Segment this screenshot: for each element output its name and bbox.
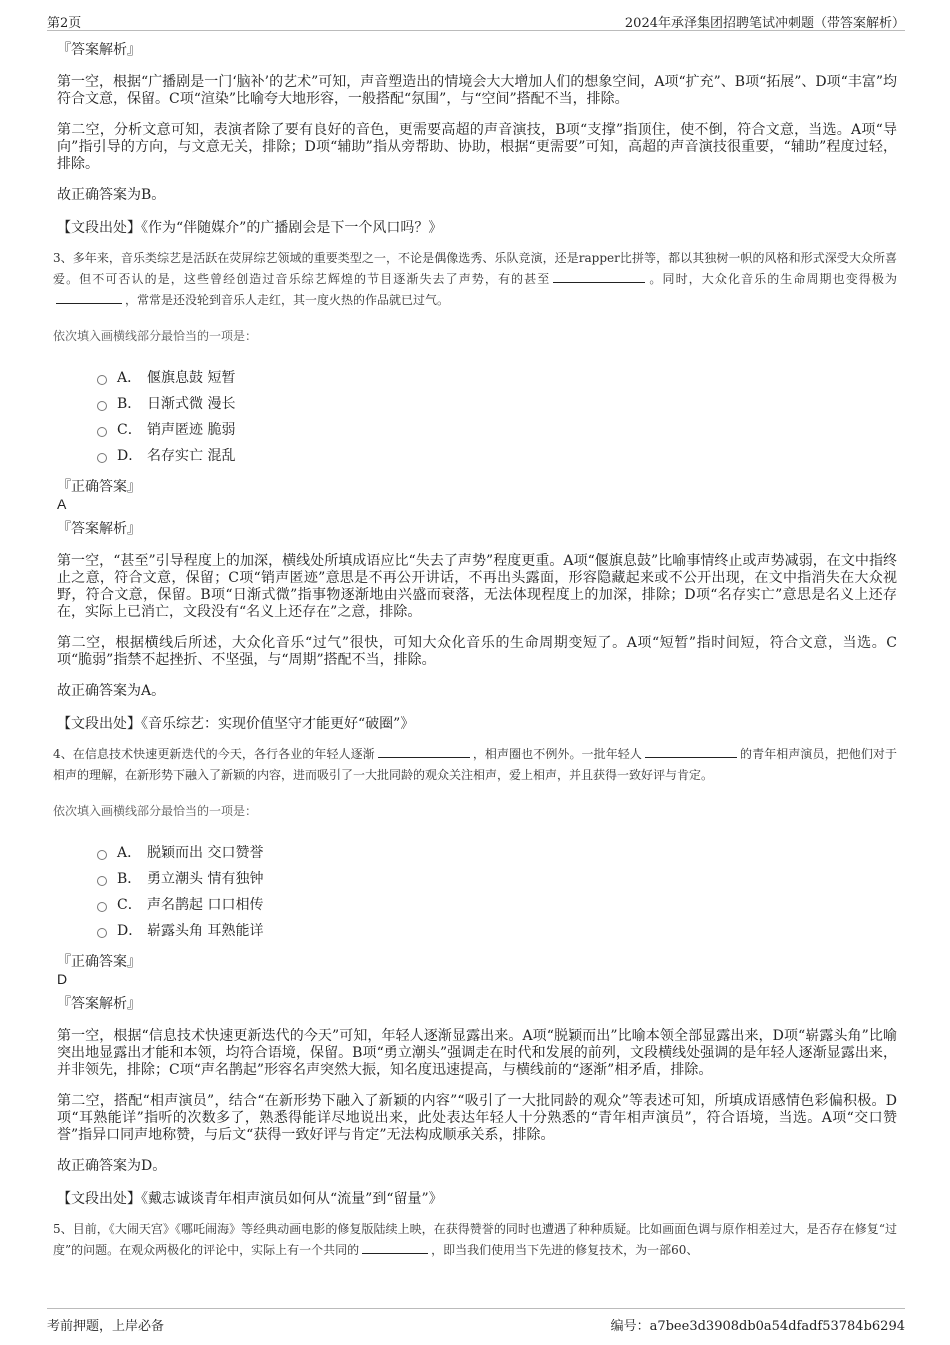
option-c[interactable]: C． 声名鹊起 口口相传 [97, 892, 897, 918]
option-b[interactable]: B． 日渐式微 漫长 [97, 391, 897, 417]
correct-answer-label: 『正确答案』 [57, 479, 141, 495]
radio-icon[interactable] [97, 850, 107, 860]
analysis-paragraph: 第一空，根据“信息技术快速更新迭代的今天”可知，年轻人逐渐显露出来。A项“脱颖而出”比喻本领全部显露出来，D项“崭露头角”比喻突出地显露出才能和本领，均符合语境，保留。B项“勇立潮头”强调走在时代和发展的前列，文段横线处强调的是年轻人逐渐显露出来，并非领先，排除；C项“声名鹊起”形容名声突然大振，知名度迅速提高，与横线前的“逐渐”相矛盾，排除。 [57, 1028, 897, 1078]
answer-conclusion: 故正确答案为A。 [57, 683, 166, 699]
question-text: 5、目前，《大闹天宫》《哪吒闹海》等经典动画电影的修复版陆续上映，在获得赞誉的同时也遭遇了种种质疑。比如画面色调与原作相差过大，是否存在修复“过度”的问题。在观众两极化的评论中，实际上有一个共同的 ，即当我们使用当下先进的修复技术，为一部60、 [53, 1222, 897, 1257]
source-citation: 【文段出处】《戴志诚谈青年相声演员如何从“流量”到“留量”》 [57, 1191, 443, 1207]
fill-blank [378, 745, 470, 758]
option-b[interactable]: B． 勇立潮头 情有独钟 [97, 866, 897, 892]
page-footer [47, 1308, 905, 1333]
question-prompt: 依次填入画横线部分最恰当的一项是： [53, 804, 258, 818]
fill-blank [553, 270, 645, 283]
radio-icon[interactable] [97, 876, 107, 886]
fill-blank [56, 291, 122, 304]
analysis-paragraph: 第二空，搭配“相声演员”，结合“在新形势下融入了新颖的内容”“吸引了一大批同龄的观众”等表述可知，所填成语感情色彩偏积极。D项“耳熟能详”指听的次数多了，熟悉得能详尽地说出来，此处表达年轻人十分熟悉的“青年相声演员”，符合语境，当选。A项“交口赞誉”指异口同声地称赞，与后文“获得一致好评与肯定”无法构成顺承关系，排除。 [57, 1093, 897, 1143]
q2-analysis-block [57, 40, 897, 238]
page-number: 第2页 [47, 16, 82, 31]
analysis-label: 『答案解析』 [57, 42, 141, 58]
fill-blank [645, 745, 737, 758]
analysis-label: 『答案解析』 [57, 521, 141, 537]
answer-conclusion: 故正确答案为B。 [57, 187, 166, 203]
correct-answer: D [57, 971, 68, 987]
option-d[interactable]: D． 名存实亡 混乱 [97, 443, 897, 469]
document-body [53, 40, 897, 1277]
fill-blank [362, 1241, 428, 1254]
option-list [97, 840, 897, 944]
analysis-paragraph: 第二空，根据横线后所述，大众化音乐“过气”很快，可知大众化音乐的生命周期变短了。A项“短暂”指时间短，符合文意，当选。C项“脆弱”指禁不起挫折、不坚强，与“周期”搭配不当，排除。 [57, 635, 897, 668]
radio-icon[interactable] [97, 928, 107, 938]
analysis-paragraph: 第一空，根据“广播剧是一门‘脑补’的艺术”可知，声音塑造出的情境会大大增加人们的想象空间，A项“扩充”、B项“拓展”、D项“丰富”均符合文意，保留。C项“渲染”比喻夸大地形容，一般搭配“氛围”，与“空间”搭配不当，排除。 [57, 74, 897, 107]
question-text: 4、在信息技术快速更新迭代的今天，各行各业的年轻人逐渐 ，相声圈也不例外。一批年轻人 的青年相声演员，把他们对于相声的理解，在新形势下融入了新颖的内容，进而吸引了一大批同龄的观众关注相声，爱上相声，并且获得一致好评与肯定。 [53, 747, 897, 782]
document-code: 编号：a7bee3d3908db0a54dfadf53784b6294 [610, 1319, 905, 1334]
option-c[interactable]: C． 销声匿迹 脆弱 [97, 417, 897, 443]
question-5 [53, 1219, 897, 1261]
analysis-paragraph: 第一空，“甚至”引导程度上的加深，横线处所填成语应比“失去了声势”程度更重。A项“偃旗息鼓”比喻事情终止或声势减弱，在文中指终止之意，符合文意，保留；C项“销声匿迹”意思是不再公开讲话，不再出头露面，形容隐藏起来或不公开出现，在文中指消失在大众视野，符合文意，保留。B项“日渐式微”指事物逐渐地由兴盛而衰落，无法体现程度上的加深，排除；D项“名存实亡”意思是名义上还存在，实际上已消亡，文段没有“名义上还存在”之意，排除。 [57, 553, 897, 620]
option-d[interactable]: D． 崭露头角 耳熟能详 [97, 918, 897, 944]
answer-conclusion: 故正确答案为D。 [57, 1158, 167, 1174]
option-a[interactable]: A． 脱颖而出 交口赞誉 [97, 840, 897, 866]
option-a[interactable]: A． 偃旗息鼓 短暂 [97, 365, 897, 391]
question-3 [53, 248, 897, 734]
question-prompt: 依次填入画横线部分最恰当的一项是： [53, 329, 258, 343]
radio-icon[interactable] [97, 902, 107, 912]
radio-icon[interactable] [97, 427, 107, 437]
question-4 [53, 744, 897, 1209]
radio-icon[interactable] [97, 401, 107, 411]
question-text: 3、多年来，音乐类综艺是活跃在荧屏综艺领域的重要类型之一，不论是偶像选秀、乐队竞演，还是rapper比拼等，都以其独树一帜的风格和形式深受大众所喜爱。但不可否认的是，这些曾经创造过音乐综艺辉煌的节目逐渐失去了声势，有的甚至 。同时，大众化音乐的生命周期也变得极为，常常是还没轮到音乐人走红，其一度火热的作品就已过气。 [53, 251, 897, 307]
option-list [97, 365, 897, 469]
radio-icon[interactable] [97, 453, 107, 463]
correct-answer: A [57, 496, 67, 512]
document-title: 2024年承泽集团招聘笔试冲刺题（带答案解析） [624, 16, 905, 31]
source-citation: 【文段出处】《音乐综艺：实现价值坚守才能更好“破圈”》 [57, 716, 415, 732]
page-header [47, 8, 905, 31]
analysis-paragraph: 第二空，分析文意可知，表演者除了要有良好的音色，更需要高超的声音演技，B项“支撑”指顶住，使不倒，符合文意，当选。A项“导向”指引导的方向，与文意无关，排除；D项“辅助”指从旁帮助、协助，根据“更需要”可知，高超的声音演技很重要，“辅助”程度过轻，排除。 [57, 122, 897, 172]
correct-answer-label: 『正确答案』 [57, 954, 141, 970]
footer-slogan: 考前押题，上岸必备 [47, 1319, 165, 1334]
radio-icon[interactable] [97, 375, 107, 385]
source-citation: 【文段出处】《作为“伴随媒介”的广播剧会是下一个风口吗？》 [57, 220, 443, 236]
analysis-label: 『答案解析』 [57, 996, 141, 1012]
